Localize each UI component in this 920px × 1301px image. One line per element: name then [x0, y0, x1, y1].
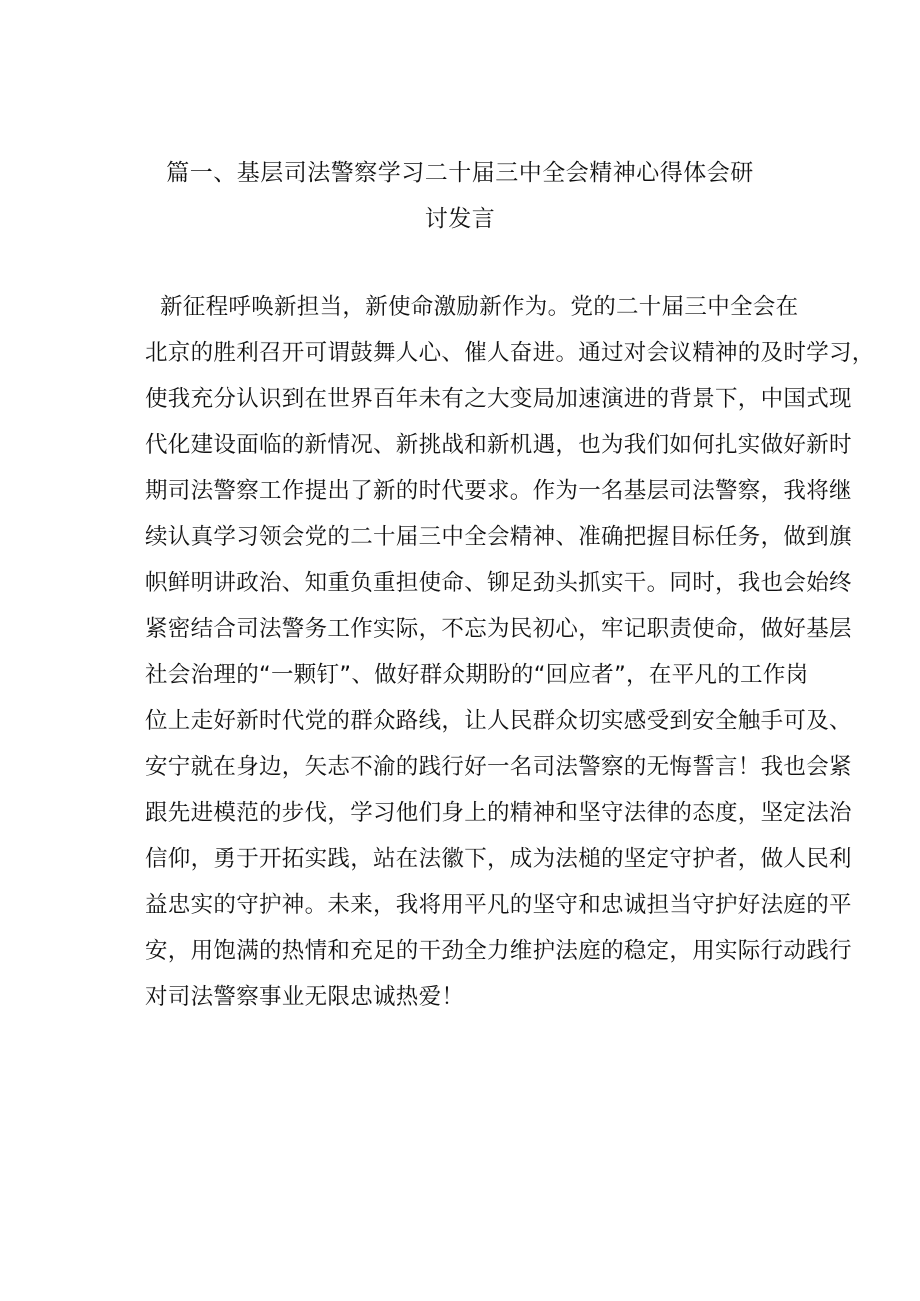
paragraph-line: 社会治理的“一颗钉”、做好群众期盼的“回应者”，在平凡的工作岗: [145, 662, 809, 688]
paragraph-line: 北京的胜利召开可谓鼓舞人心、催人奋进。通过对会议精神的及时学习，: [145, 340, 875, 366]
paragraph-line: 帜鲜明讲政治、知重负重担使命、铆足劲头抓实干。同时，我也会始终: [145, 570, 852, 596]
paragraph-line: 跟先进模范的步伐，学习他们身上的精神和坚守法律的态度，坚定法治: [145, 800, 852, 826]
document-title: [140, 150, 780, 242]
paragraph-line: 使我充分认识到在世界百年未有之大变局加速演进的背景下，中国式现: [145, 386, 852, 412]
paragraph-line: 安宁就在身边，矢志不渝的践行好一名司法警察的无悔誓言！我也会紧: [145, 754, 852, 780]
paragraph-line: 新征程呼唤新担当，新使命激励新作为。党的二十届三中全会在: [160, 294, 799, 320]
body-paragraph: [145, 284, 875, 1020]
title-line-1: 篇一、基层司法警察学习二十届三中全会精神心得体会研: [166, 160, 754, 186]
title-line-2: 讨发言: [424, 206, 496, 232]
paragraph-line: 期司法警察工作提出了新的时代要求。作为一名基层司法警察，我将继: [145, 478, 852, 504]
paragraph-line: 续认真学习领会党的二十届三中全会精神、准确把握目标任务，做到旗: [145, 524, 852, 550]
paragraph-line: 代化建设面临的新情况、新挑战和新机遇，也为我们如何扎实做好新时: [145, 432, 852, 458]
paragraph-line: 安，用饱满的热情和充足的干劲全力维护法庭的稳定，用实际行动践行: [145, 938, 852, 964]
paragraph-line: 信仰，勇于开拓实践，站在法徽下，成为法槌的坚定守护者，做人民利: [145, 846, 852, 872]
paragraph-line: 紧密结合司法警务工作实际，不忘为民初心，牢记职责使命，做好基层: [145, 616, 852, 642]
paragraph-line: 对司法警察事业无限忠诚热爱！: [145, 984, 465, 1010]
paragraph-line: 位上走好新时代党的群众路线，让人民群众切实感受到安全触手可及、: [145, 708, 852, 734]
paragraph-line: 益忠实的守护神。未来，我将用平凡的坚守和忠诚担当守护好法庭的平: [145, 892, 852, 918]
